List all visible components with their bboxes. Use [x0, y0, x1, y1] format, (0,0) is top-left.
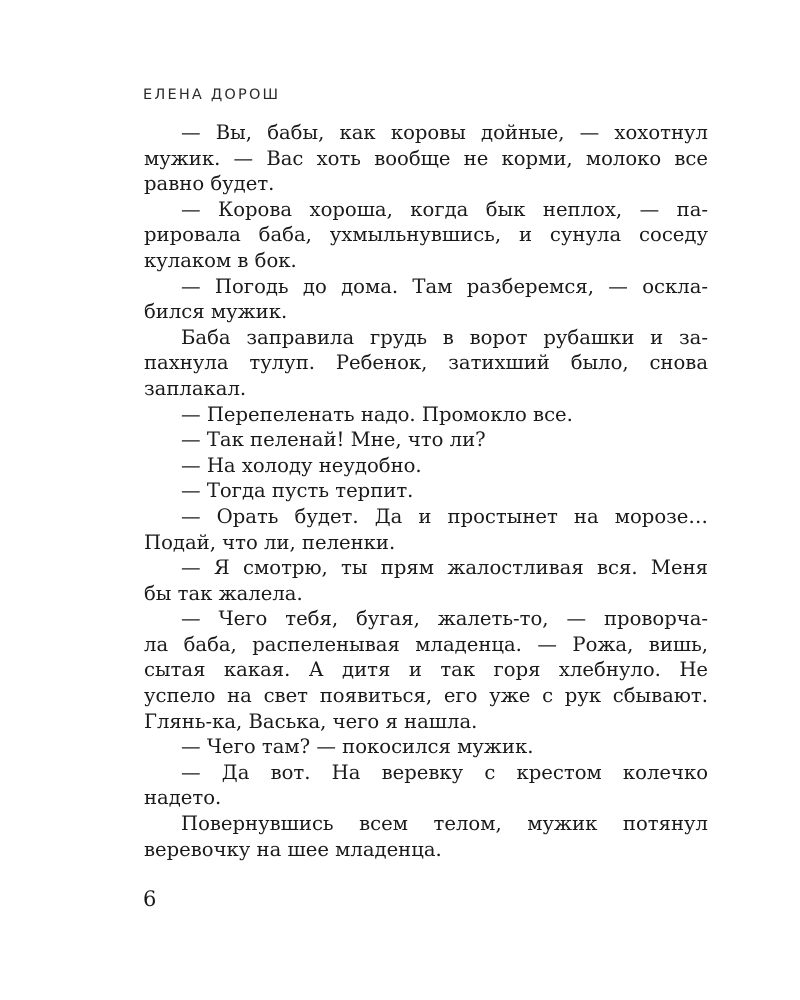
- text-line: — Я смотрю, ты прям жалостливая вся. Меня: [181, 556, 708, 580]
- text-line: успело на свет появиться, его уже с рук сбывают.: [144, 684, 708, 708]
- text-line: — На холоду неудобно.: [181, 453, 422, 477]
- text-line: ла баба, распеленывая младенца. — Рожа, вишь,: [144, 632, 708, 656]
- text-line: рировала баба, ухмыльнувшись, и сунула соседу: [144, 223, 708, 247]
- text-line: — Корова хороша, когда бык неплох, — па-: [181, 197, 708, 221]
- text-line: — Чего тебя, бугая, жалеть-то, — проворча-: [181, 607, 708, 631]
- text-line: — Орать будет. Да и простынет на морозе…: [181, 504, 708, 528]
- text-line: пахнула тулуп. Ребенок, затихший было, снова: [144, 351, 708, 375]
- text-line: сытая какая. А дитя и так горя хлебнуло. Не: [144, 658, 708, 682]
- text-line: заплакал.: [144, 376, 247, 400]
- text-line: бился мужик.: [144, 300, 288, 324]
- page-number: 6: [143, 887, 157, 911]
- body-text: [144, 120, 708, 862]
- text-line: Баба заправила грудь в ворот рубашки и за-: [181, 325, 708, 349]
- text-line: — Тогда пусть терпит.: [181, 479, 414, 503]
- text-line: надето.: [144, 786, 222, 810]
- text-line: — Да вот. На веревку с крестом колечко: [181, 760, 708, 784]
- text-line: — Перепеленать надо. Промокло все.: [181, 402, 573, 426]
- text-line: — Вы, бабы, как коровы дойные, — хохотнул: [181, 121, 708, 144]
- text-line: — Погодь до дома. Там разберемся, — оскла-: [181, 274, 708, 298]
- text-line: — Так пеленай! Мне, что ли?: [181, 428, 486, 452]
- text-line: мужик. — Вас хоть вообще не корми, молоко все: [144, 146, 708, 170]
- text-line: бы так жалела.: [144, 581, 303, 605]
- text-line: Повернувшись всем телом, мужик потянул: [181, 812, 708, 836]
- text-line: веревочку на шее младенца.: [144, 837, 442, 861]
- text-line: Подай, что ли, пеленки.: [144, 530, 396, 554]
- text-line: — Чего там? — покосился мужик.: [181, 735, 534, 759]
- text-line: равно будет.: [144, 172, 275, 196]
- text-line: кулаком в бок.: [144, 248, 297, 272]
- text-line: Глянь-ка, Васька, чего я нашла.: [144, 709, 478, 733]
- running-head-author: ЕЛЕНА ДОРОШ: [143, 87, 281, 103]
